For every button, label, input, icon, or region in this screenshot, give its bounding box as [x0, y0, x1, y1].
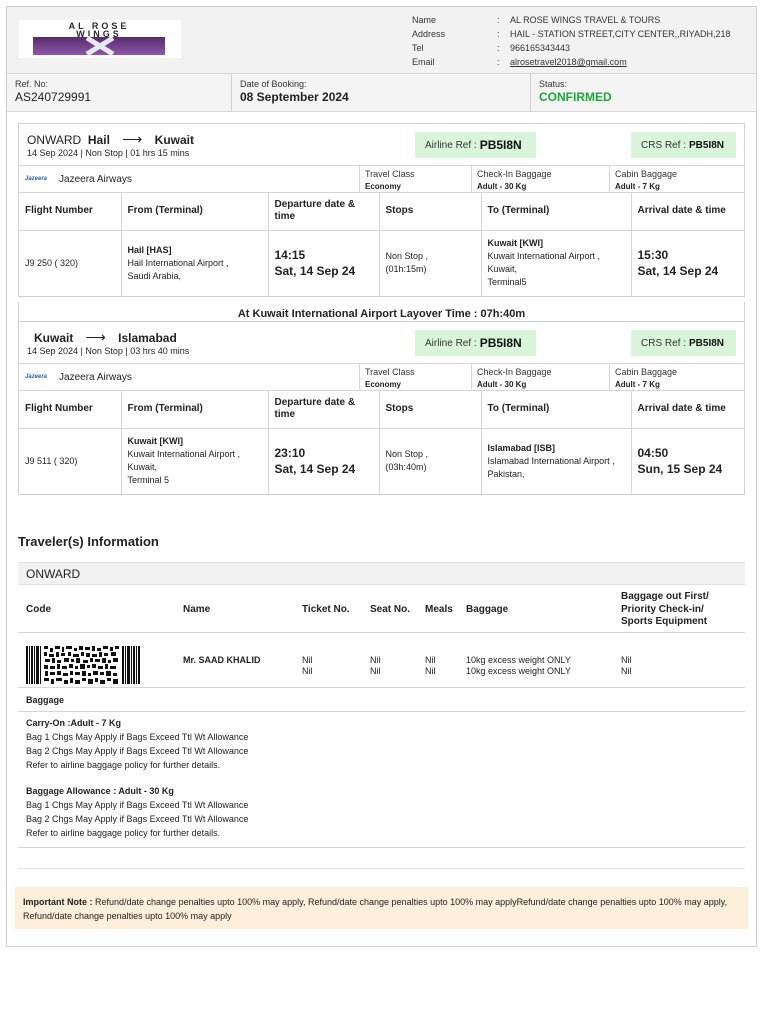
checkin-baggage-value: Adult - 30 Kg [477, 380, 527, 389]
stops-info [379, 428, 481, 494]
traveler-row [18, 633, 745, 688]
ref-no-label: Ref. No: [15, 79, 49, 89]
travelers-section-onward: ONWARD [18, 562, 745, 585]
extra-services [621, 655, 632, 677]
destination-country: Kuwait, [487, 264, 518, 275]
baggage-extra-1: 10kg excess weight ONLY [466, 655, 571, 665]
destination-terminal [481, 230, 631, 296]
destination-country: Pakistan, [487, 468, 525, 479]
important-note-label: Important Note : [23, 897, 93, 907]
airline-info-row [19, 166, 744, 193]
col-flight-number: Flight Number [19, 391, 121, 428]
ticket-no-1: Nil [302, 655, 313, 665]
travel-class-label: Travel Class [365, 169, 415, 179]
travelers-heading: Traveler(s) Information [18, 534, 159, 549]
ticket-no [302, 655, 313, 677]
seat-no-1: Nil [370, 655, 381, 665]
col-name: Name [183, 604, 211, 615]
agency-address-label: Address [412, 29, 446, 39]
agency-address-value: HAIL - STATION STREET,CITY CENTER,,RIYADH,218 [510, 29, 731, 39]
arrow-right-icon: ⟶ [122, 131, 143, 147]
col-stops: Stops [379, 391, 481, 428]
arrival-datetime [631, 230, 744, 296]
origin-terminal [121, 428, 268, 494]
col-extra-line-2: Priority Check-in/ [621, 603, 704, 615]
meals-1: Nil [425, 655, 436, 665]
airline-info-row [19, 364, 744, 391]
crs-ref-badge [631, 330, 736, 356]
divider [18, 868, 745, 869]
ref-no-cell [7, 74, 232, 112]
col-to: To (Terminal) [481, 391, 631, 428]
arrival-time: 15:30 [637, 248, 669, 263]
booking-reference-bar [7, 74, 756, 112]
jazeera-airways-logo: Jazeera [25, 374, 48, 380]
booking-date-label: Date of Booking: [240, 79, 307, 89]
destination-code: Kuwait [KWI] [487, 238, 543, 249]
flight-segment-1 [18, 123, 745, 297]
traveler-name: Mr. SAAD KHALID [183, 655, 261, 665]
ticket-sheet [6, 6, 757, 947]
destination-city: Kuwait [154, 133, 195, 147]
stops-text: Non Stop , [385, 251, 429, 262]
checkin-baggage-label: Check-In Baggage [477, 367, 552, 377]
agency-details [412, 13, 752, 69]
checkin-baggage-label: Check-In Baggage [477, 169, 552, 179]
destination-city: Islamabad [118, 331, 177, 345]
col-arrival: Arrival date & time [631, 391, 744, 428]
departure-datetime [268, 428, 379, 494]
destination-airport: Kuwait International Airport , [487, 251, 601, 262]
col-stops: Stops [379, 193, 481, 230]
cabin-baggage-label: Cabin Baggage [615, 367, 678, 377]
origin-terminal-no: Terminal 5 [127, 475, 170, 486]
seat-no-2: Nil [370, 665, 381, 676]
status-label: Status: [539, 79, 568, 89]
status-badge: CONFIRMED [539, 90, 612, 104]
agency-email-link[interactable]: alrosetravel2018@gmail.com [510, 57, 627, 67]
flight-row [19, 428, 744, 494]
allowance-line: Refer to airline baggage policy for further details. [26, 828, 221, 838]
origin-airport: Hail International Airport , [127, 257, 229, 268]
origin-airport: Kuwait International Airport , [127, 449, 241, 460]
arrival-time: 04:50 [637, 446, 669, 461]
col-baggage: Baggage [466, 604, 509, 615]
col-extra-services [621, 591, 709, 629]
checkin-baggage-cell [471, 364, 609, 390]
flight-details-table [19, 391, 744, 494]
arrow-right-icon: ⟶ [85, 329, 106, 345]
travel-class-label: Travel Class [365, 367, 415, 377]
cabin-baggage-cell [609, 166, 744, 192]
col-seat: Seat No. [370, 604, 411, 615]
airline-ref-value: PB5I8N [479, 138, 522, 152]
segment-summary: 14 Sep 2024 | Non Stop | 03 hrs 40 mins [27, 346, 190, 356]
col-code: Code [26, 604, 51, 615]
agency-name-value: AL ROSE WINGS TRAVEL & TOURS [510, 15, 661, 25]
status-cell [531, 74, 756, 112]
divider [18, 847, 745, 848]
agency-name-label: Name [412, 15, 437, 25]
agency-header [7, 7, 756, 74]
travel-class-cell [359, 166, 471, 192]
airline-ref-badge [415, 330, 536, 356]
origin-country: Saudi Arabia, [127, 270, 182, 281]
airline-name: Jazeera Airways [59, 173, 132, 185]
col-ticket: Ticket No. [302, 604, 350, 615]
origin-code: Hail [HAS] [127, 244, 172, 255]
col-departure: Departure date & time [268, 391, 379, 428]
col-from: From (Terminal) [121, 193, 268, 230]
arrival-datetime [631, 428, 744, 494]
agency-email-row: Email : alrosetravel2018@gmail.com [412, 55, 752, 69]
flight-segment-2 [18, 321, 745, 495]
segment-summary: 14 Sep 2024 | Non Stop | 01 hrs 15 mins [27, 148, 190, 158]
ref-no-value: AS240729991 [15, 90, 92, 104]
travel-class-value: Economy [365, 380, 402, 389]
col-extra-line-1: Baggage out First/ [621, 591, 709, 602]
destination-terminal [481, 428, 631, 494]
allowance-line: Bag 1 Chgs May Apply if Bags Exceed Ttl Wt Allowance [26, 800, 249, 810]
carry-on-line: Bag 1 Chgs May Apply if Bags Exceed Ttl Wt Allowance [26, 732, 249, 742]
arrival-date: Sat, 14 Sep 24 [637, 264, 719, 279]
stops-text: Non Stop , [385, 449, 429, 460]
crs-ref-value: PB5I8N [689, 337, 725, 349]
segment-route [27, 131, 194, 148]
allowance-heading: Baggage Allowance : Adult - 30 Kg [26, 786, 174, 796]
destination-airport: Islamabad International Airport , [487, 455, 615, 466]
airline-ref-label: Airline Ref : [425, 337, 477, 349]
jazeera-airways-logo: Jazeera [25, 176, 48, 182]
airline-name: Jazeera Airways [59, 371, 132, 383]
departure-date: Sat, 14 Sep 24 [274, 264, 356, 279]
carry-on-line: Bag 2 Chgs May Apply if Bags Exceed Ttl Wt Allowance [26, 746, 249, 756]
agency-tel-label: Tel [412, 43, 424, 53]
carry-on-block [26, 716, 248, 772]
ticket-no-2: Nil [302, 665, 313, 676]
flight-number: J9 250 ( 320) [19, 230, 121, 296]
meals-2: Nil [425, 665, 436, 676]
departure-datetime [268, 230, 379, 296]
col-meals: Meals [425, 604, 453, 615]
col-arrival: Arrival date & time [631, 193, 744, 230]
crs-ref-value: PB5I8N [689, 139, 725, 151]
airline-ref-value: PB5I8N [479, 336, 522, 350]
stops-info [379, 230, 481, 296]
travelers-table-header [18, 585, 745, 633]
agency-name-row: Name : AL ROSE WINGS TRAVEL & TOURS [412, 13, 752, 27]
origin-terminal [121, 230, 268, 296]
svg-text:AL ROSE: AL ROSE [68, 21, 130, 31]
cabin-baggage-cell [609, 364, 744, 390]
carry-on-line: Refer to airline baggage policy for further details. [26, 760, 221, 770]
extra-services-2: Nil [621, 665, 632, 676]
meals [425, 655, 436, 677]
airline-ref-badge [415, 132, 536, 158]
origin-code: Kuwait [KWI] [127, 436, 183, 447]
important-note-text: Refund/date change penalties upto 100% may apply, Refund/date change penalties upto 100% may applyRefund/date change penalties upto 100% may apply, Refund/date change penalties upto 100% may apply [23, 897, 728, 921]
allowance-line: Bag 2 Chgs May Apply if Bags Exceed Ttl Wt Allowance [26, 814, 249, 824]
origin-city: Kuwait [34, 331, 74, 345]
agency-tel-value: 966165343443 [510, 43, 571, 53]
cabin-baggage-value: Adult - 7 Kg [615, 380, 660, 389]
carry-on-heading: Carry-On :Adult - 7 Kg [26, 718, 122, 728]
travel-class-cell [359, 364, 471, 390]
important-note [15, 887, 748, 929]
allowance-block [26, 784, 248, 840]
baggage-extra [466, 655, 571, 677]
departure-time: 14:15 [274, 248, 306, 263]
destination-terminal-no: Terminal5 [487, 277, 527, 288]
barcode-image [26, 646, 140, 684]
stops-duration: (03h:40m) [385, 462, 427, 473]
cabin-baggage-value: Adult - 7 Kg [615, 182, 660, 191]
booking-date-cell [232, 74, 531, 112]
segment-prefix: ONWARD [27, 133, 82, 147]
agency-email-label: Email [412, 57, 435, 67]
checkin-baggage-cell [471, 166, 609, 192]
divider [18, 711, 745, 712]
checkin-baggage-value: Adult - 30 Kg [477, 182, 527, 191]
crs-ref-label: CRS Ref : [641, 139, 687, 151]
flight-details-table [19, 193, 744, 296]
arrival-date: Sun, 15 Sep 24 [637, 462, 723, 477]
baggage-extra-2: 10kg excess weight ONLY [466, 665, 571, 676]
segment-route [27, 329, 177, 346]
agency-tel-row: Tel : 966165343443 [412, 41, 752, 55]
seat-no [370, 655, 381, 677]
agency-address-row: Address : HAIL - STATION STREET,CITY CENTER,,RIYADH,218 [412, 27, 752, 41]
col-flight-number: Flight Number [19, 193, 121, 230]
baggage-heading: Baggage [26, 695, 65, 705]
booking-date-value: 08 September 2024 [240, 90, 349, 104]
travel-class-value: Economy [365, 182, 402, 191]
crs-ref-label: CRS Ref : [641, 337, 687, 349]
origin-country: Kuwait, [127, 462, 158, 473]
origin-city: Hail [87, 133, 110, 147]
flight-number: J9 511 ( 320) [19, 428, 121, 494]
departure-date: Sat, 14 Sep 24 [274, 462, 356, 477]
col-from: From (Terminal) [121, 391, 268, 428]
layover-info: At Kuwait International Airport Layover Time : 07h:40m [18, 302, 745, 327]
crs-ref-badge [631, 132, 736, 158]
airline-ref-label: Airline Ref : [425, 139, 477, 151]
agency-logo [19, 20, 181, 58]
flight-row [19, 230, 744, 296]
col-extra-line-3: Sports Equipment [621, 616, 708, 627]
col-to: To (Terminal) [481, 193, 631, 230]
col-departure: Departure date & time [268, 193, 379, 230]
destination-code: Islamabad [ISB] [487, 442, 556, 453]
stops-duration: (01h:15m) [385, 264, 427, 275]
cabin-baggage-label: Cabin Baggage [615, 169, 678, 179]
departure-time: 23:10 [274, 446, 306, 461]
svg-text:WINGS: WINGS [76, 29, 122, 39]
extra-services-1: Nil [621, 655, 632, 665]
